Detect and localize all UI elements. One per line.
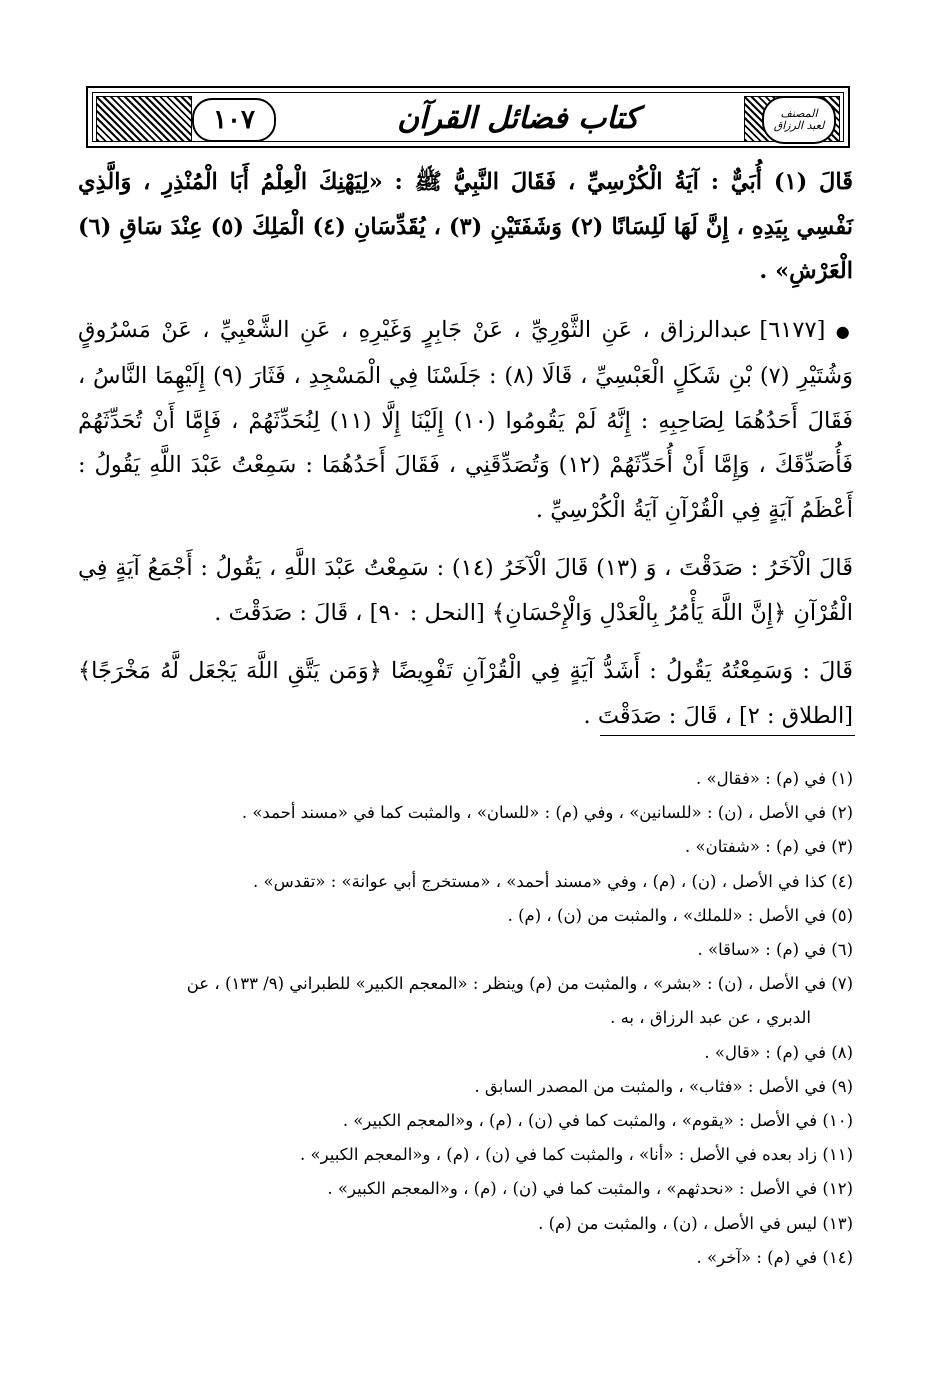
- paragraph-1: قَالَ (١) أُبَيٌّ : آيَةُ الْكُرْسِيِّ ، فَقَالَ النَّبِيُّ ﷺ : «لِيَهْنِكَ الْعِلْمُ أَبَا الْمُنْذِرِ ، وَالَّذِي نَفْسِي بِيَدِهِ ، إِنَّ لَهَا لَلِسَانًا (٢) وَشَفَتَيْنِ (٣) ، يُقَدِّسَانِ (٤) الْمَلِكَ (٥) عِنْدَ سَاقِ (٦) الْعَرْشِ» .: [78, 169, 854, 284]
- paragraph-2-text: [٦١٧٧] عبدالرزاق ، عَنِ الثَّوْرِيِّ ، عَنْ جَابِرٍ وَغَيْرِهِ ، عَنِ الشَّعْبِيِّ ، عَنْ مَسْرُوقٍ وَشُتَيْرِ (٧) بْنِ شَكَلٍ الْعَبْسِيِّ ، قَالَا (٨) : جَلَسْنَا فِي الْمَسْجِدِ ، فَثَارَ (٩) إِلَيْهِمَا النَّاسُ ، فَقَالَ أَحَدُهُمَا لِصَاحِبِهِ : إِنَّهُ لَمْ يَقُومُوا (١٠) إِلَيْنَا إِلَّا (١١) لِنُحَدِّثَهُمْ ، فَإِمَّا أَنْ تُحَدِّثَهُمْ فَأُصَدِّقَكَ ، وَإِمَّا أَنْ أُحَدِّثَهُمْ (١٢) وَتُصَدِّقَنِي ، فَقَالَ أَحَدُهُمَا : سَمِعْتُ عَبْدَ اللَّهِ يَقُولُ : أَعْظَمُ آيَةٍ فِي الْقُرْآنِ آيَةُ الْكُرْسِيِّ .: [78, 316, 854, 523]
- page-header: [86, 86, 850, 148]
- bullet-icon: ●: [835, 321, 853, 341]
- footnote-7: (٧) في الأصل ، (ن) : «بشر» ، والمثبت من (م) وينظر : «المعجم الكبير» للطبراني (٩/ ١٣٣) ، عن: [186, 974, 853, 994]
- footnote-1: (١) في (م) : «فقال» .: [696, 769, 853, 788]
- main-text: [78, 160, 853, 752]
- footnote-7-continued: الدبري ، عن عبد الرزاق ، به .: [610, 1008, 811, 1028]
- left-ornament-icon: [96, 96, 192, 142]
- page-number: ١٠٧: [192, 98, 276, 142]
- footnote-divider: [600, 735, 855, 736]
- footnotes: [78, 762, 853, 1275]
- footnote-8: (٨) في (م) : «قال» .: [704, 1042, 853, 1062]
- footnote-4: (٤) كذا في الأصل ، (ن) ، (م) ، وفي «مسند أحمد» ، «مستخرج أبي عوانة» : «تقدس» .: [253, 871, 853, 891]
- footnote-2: (٢) في الأصل ، (ن) : «للسانين» ، وفي (م) : «للسان» ، والمثبت كما في «مسند أحمد» .: [241, 803, 853, 823]
- footnote-9: (٩) في الأصل : «فثاب» ، والمثبت من المصدر السابق .: [474, 1076, 853, 1096]
- footnote-6: (٦) في (م) : «ساقا» .: [697, 940, 853, 960]
- footnote-13: (١٣) ليس في الأصل ، (ن) ، والمثبت من (م) .: [538, 1213, 853, 1233]
- footnote-10: (١٠) في الأصل : «يقوم» ، والمثبت كما في (ن) ، (م) ، و«المعجم الكبير» .: [342, 1111, 853, 1131]
- footnote-5: (٥) في الأصل : «للملك» ، والمثبت من (ن) ، (م) .: [507, 905, 853, 925]
- paragraph-4: قَالَ : وَسَمِعْتُهُ يَقُولُ : أَشَدُّ آيَةٍ فِي الْقُرْآنِ تَفْوِيضًا ﴿وَمَن يَتَّقِ اللَّهَ يَجْعَل لَّهُ مَخْرَجًا﴾ [الطلاق : ٢] ، قَالَ : صَدَقْتَ .: [78, 658, 853, 729]
- seal-line-2: لعبد الرزاق: [773, 119, 825, 132]
- footnote-14: (١٤) في (م) : «آخر» .: [696, 1247, 853, 1267]
- footnote-3: (٣) في (م) : «شفتان» .: [685, 837, 853, 857]
- seal-line-1: المصنف: [780, 106, 818, 120]
- book-title: كتاب فضائل القرآن: [397, 100, 639, 136]
- footnote-11: (١١) زاد بعده في الأصل : «أنا» ، والمثبت كما في (ن) ، (م) ، و«المعجم الكبير» .: [300, 1145, 853, 1165]
- author-seal: [762, 96, 836, 144]
- paragraph-3: قَالَ الْآخَرُ : صَدَقْتَ ، وَ (١٣) قَالَ الْآخَرُ (١٤) : سَمِعْتُ عَبْدَ اللَّهِ ، يَقُولُ : أَجْمَعُ آيَةٍ فِي الْقُرْآنِ ﴿إِنَّ اللَّهَ يَأْمُرُ بِالْعَدْلِ وَالْإِحْسَانِ﴾ [النحل : ٩٠] ، قَالَ : صَدَقْتَ .: [78, 555, 853, 626]
- paragraph-2: [78, 308, 853, 533]
- footnote-12: (١٢) في الأصل : «نحدثهم» ، والمثبت كما في (ن) ، (م) ، و«المعجم الكبير» .: [327, 1179, 853, 1199]
